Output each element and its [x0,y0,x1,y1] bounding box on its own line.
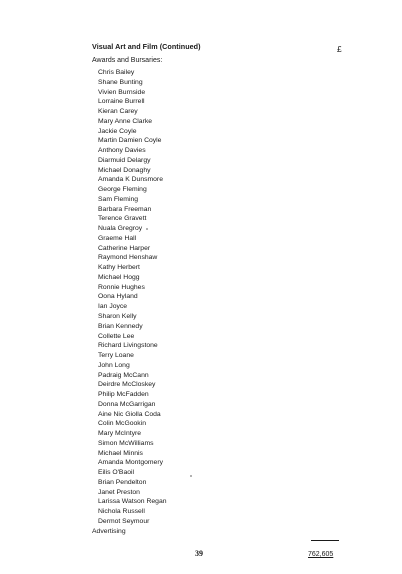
recipient-name: Shane Bunting [98,78,143,86]
recipient-name: Eilis O'Baoil [98,469,135,477]
recipient-name: Graeme Hall [98,234,137,242]
subheading: Awards and Bursaries: [92,57,163,64]
recipient-name: Richard Livingstone [98,342,158,350]
recipient-name: Kieran Carey [98,108,138,116]
recipient-name: Brian Pendelton [98,478,147,486]
recipient-name: Aine Nic Giolla Coda [98,410,161,418]
recipient-name: Dermot Seymour [98,517,150,525]
recipient-name: Amanda K Dunsmore [98,176,163,184]
recipient-name: Colin McGookin [98,420,146,428]
recipient-name: Donna McGarrigan [98,400,156,408]
recipient-name: Nuala Gregroy [98,225,143,233]
recipient-name: Padraig McCann [98,371,149,379]
total-rule [311,540,339,541]
recipient-name: Philip McFadden [98,391,149,399]
recipient-name: Larissa Watson Regan [98,498,167,506]
recipient-name: Diarmuid Delargy [98,156,151,164]
recipient-name: John Long [98,361,130,369]
recipient-name: Catherine Harper [98,244,151,252]
recipient-name: Terry Loane [98,352,134,360]
recipient-name: Nichola Russell [98,508,145,516]
recipient-name: Ronnie Hughes [98,283,145,291]
recipient-name: George Fleming [98,186,147,194]
recipient-name: Michael Donaghy [98,166,151,174]
recipient-name: Sharon Kelly [98,313,137,320]
recipient-name: Mary McIntyre [98,430,142,438]
recipient-name: Kathy Herbert [98,264,140,272]
recipient-name: Janet Preston [98,488,140,496]
recipient-name: Mary Anne Clarke [98,117,153,125]
page-number: 39 [195,549,203,558]
recipient-name: Sam Fleming [98,195,139,203]
recipient-name: Terence Gravett [98,215,147,223]
recipient-name: Vivien Burnside [98,88,146,96]
recipient-name: Raymond Henshaw [98,254,158,262]
currency-symbol: £ [337,44,342,54]
recipient-name: Amanda Montgomery [98,459,163,467]
recipient-name: Collette Lee [98,332,135,340]
recipient-name: Oona Hyland [98,293,138,301]
recipient-name: Martin Damien Coyle [98,137,162,145]
recipient-name: Lorraine Burrell [98,98,145,106]
recipient-name: Michael Minnis [98,449,143,457]
recipient-name: Ian Joyce [98,303,128,311]
recipient-name: Anthony Davies [98,147,146,155]
recipient-name: Michael Hogg [98,273,140,281]
recipient-name: Simon McWilliams [98,439,154,447]
advertising-label: Advertising [92,527,126,535]
grand-total: 762,605 [308,551,334,558]
section-heading: Visual Art and Film (Continued) [92,42,201,51]
recipient-name: Chris Bailey [98,69,135,76]
scan-speck [146,228,148,230]
scan-speck [190,475,192,477]
recipient-name: Barbara Freeman [98,205,152,213]
recipient-name: Deirdre McCloskey [98,381,156,389]
recipient-name: Jackie Coyle [98,127,137,135]
recipient-name: Brian Kennedy [98,322,143,330]
